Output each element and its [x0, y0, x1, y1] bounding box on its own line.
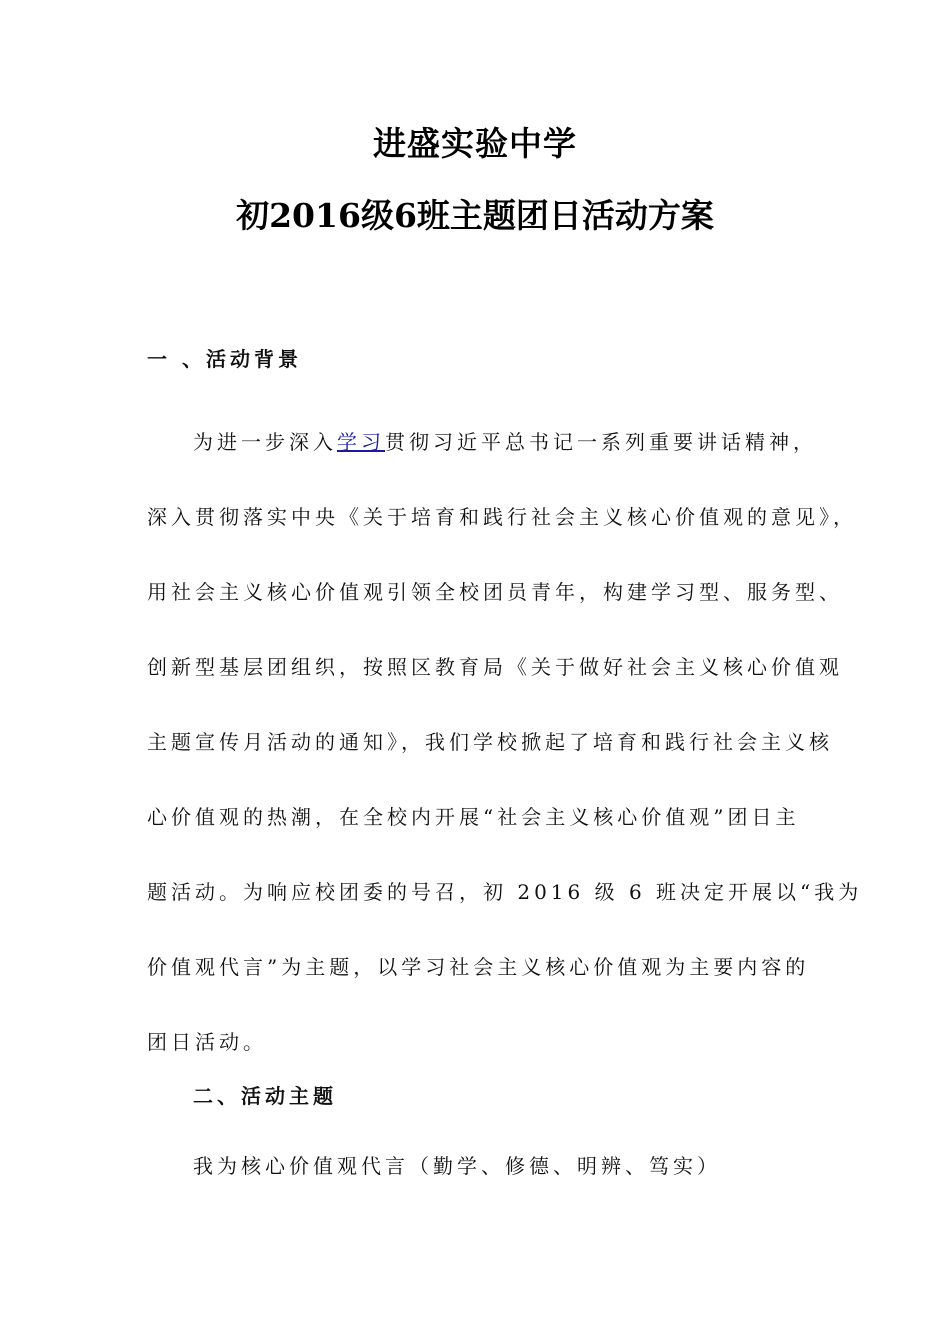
line-1-start: 为进一步深入	[193, 430, 337, 454]
paragraph-line-5: 主题宣传月活动的通知》，我们学校掀起了培育和践行社会主义核	[147, 730, 833, 754]
paragraph-line-1	[147, 405, 817, 480]
plan-title: 初2016级6班主题团日活动方案	[236, 196, 714, 235]
school-title: 进盛实验中学	[373, 124, 577, 163]
study-link[interactable]: 学习	[337, 430, 385, 454]
paragraph-line-9: 团日活动。	[147, 1030, 267, 1054]
paragraph-line-7: 题活动。为响应校团委的号召，初 2016 级 6 班决定开展以“我为	[147, 880, 863, 904]
section-2-heading: 二、活动主题	[193, 1084, 337, 1108]
paragraph-line-8: 价值观代言”为主题，以学习社会主义核心价值观为主要内容的	[147, 955, 810, 979]
paragraph-line-6: 心价值观的热潮，在全校内开展“社会主义核心价值观”团日主	[147, 805, 800, 829]
line-1-end: 贯彻习近平总书记一系列重要讲话精神，	[385, 430, 817, 454]
paragraph-line-4: 创新型基层团组织，按照区教育局《关于做好社会主义核心价值观	[147, 655, 843, 679]
section-1-heading: 一 、活动背景	[147, 347, 302, 371]
paragraph-line-3: 用社会主义核心价值观引领全校团员青年，构建学习型、服务型、	[147, 580, 843, 604]
background-paragraph	[147, 405, 863, 1080]
paragraph-line-2: 深入贯彻落实中央《关于培育和践行社会主义核心价值观的意见》，	[147, 505, 857, 529]
theme-text: 我为核心价值观代言（勤学、修德、明辨、笃实）	[193, 1154, 721, 1178]
